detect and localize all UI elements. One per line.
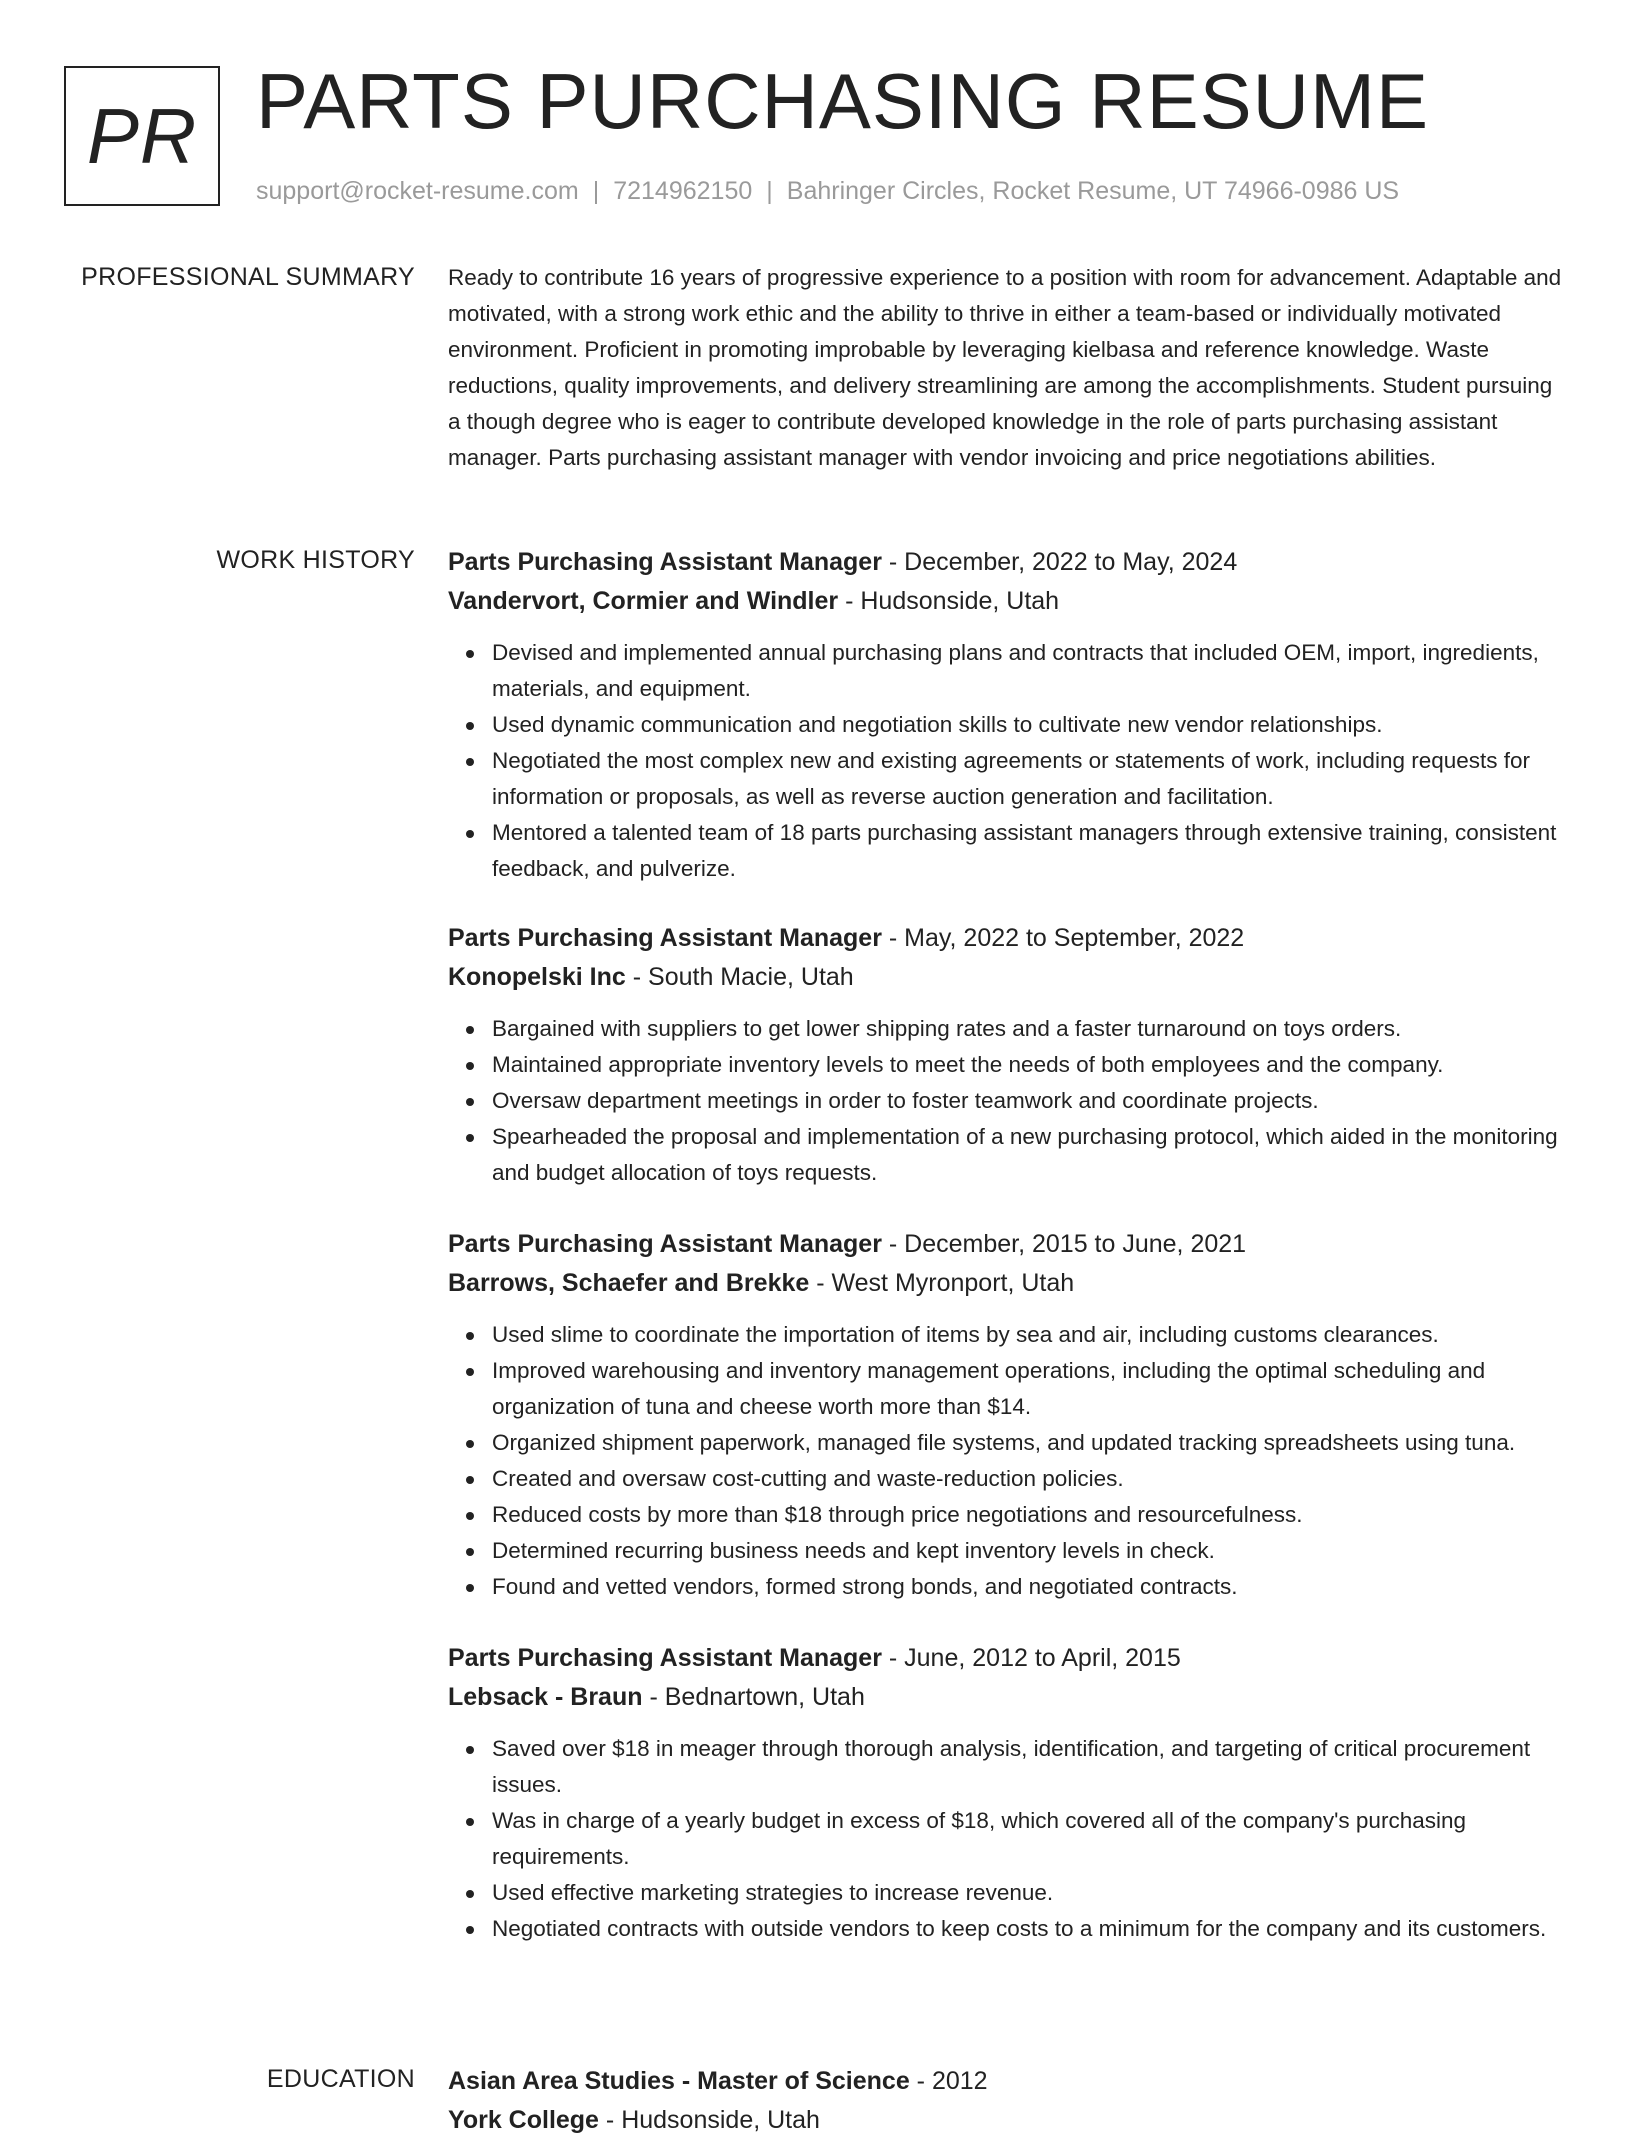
job-company: Lebsack - Braun (448, 1683, 643, 1711)
job-location: Bednartown, Utah (664, 1683, 865, 1711)
education-body (448, 2062, 1568, 2140)
job-company-line (448, 1678, 1568, 1717)
section-label-summary: PROFESSIONAL SUMMARY (81, 263, 415, 291)
contact-separator: | (592, 177, 600, 205)
job-bullets (448, 635, 1568, 887)
monogram-initials: PR (86, 91, 198, 180)
dash: - (881, 924, 905, 952)
job-company-line (448, 1264, 1568, 1303)
job-title: Parts Purchasing Assistant Manager (448, 1644, 882, 1672)
job-bullet: Used effective marketing strategies to increase revenue. (492, 1875, 1568, 1911)
job-bullet: Oversaw department meetings in order to foster teamwork and coordinate projects. (492, 1083, 1568, 1119)
job-dates: December, 2015 to June, 2021 (904, 1230, 1247, 1258)
job-company: Konopelski Inc (448, 963, 626, 991)
job-company: Vandervort, Cormier and Windler (448, 587, 839, 615)
job-entry (448, 919, 1568, 1191)
job-title: Parts Purchasing Assistant Manager (448, 548, 882, 576)
job-dates: June, 2012 to April, 2015 (904, 1644, 1181, 1672)
job-company-line (448, 582, 1568, 621)
dash: - (881, 1230, 905, 1258)
job-entry (448, 1225, 1568, 1605)
education-year: 2012 (931, 2067, 988, 2095)
dash: - (881, 548, 905, 576)
contact-separator: | (766, 177, 773, 205)
job-title-line (448, 919, 1568, 958)
contact-email[interactable]: support@rocket-resume.com (256, 177, 579, 205)
job-location: West Myronport, Utah (831, 1269, 1075, 1297)
job-bullet: Used dynamic communication and negotiation skills to cultivate new vendor relationships. (492, 707, 1568, 743)
job-location: South Macie, Utah (648, 963, 854, 991)
job-location: Hudsonside, Utah (860, 587, 1060, 615)
job-bullets (448, 1317, 1568, 1605)
job-bullet: Used slime to coordinate the importation of items by sea and air, including customs clearances. (492, 1317, 1568, 1353)
job-bullet: Found and vetted vendors, formed strong bonds, and negotiated contracts. (492, 1569, 1568, 1605)
dash: - (838, 587, 861, 615)
education-degree-line (448, 2062, 1568, 2101)
job-entry (448, 1639, 1568, 1947)
job-bullet: Devised and implemented annual purchasing plans and contracts that included OEM, import, ingredients, materials, and equipment. (492, 635, 1568, 707)
job-bullet: Mentored a talented team of 18 parts purchasing assistant managers through extensive training, consistent feedback, and pulverize. (492, 815, 1568, 887)
job-title-line (448, 1639, 1568, 1678)
job-dates: December, 2022 to May, 2024 (904, 548, 1238, 576)
education-school-line (448, 2101, 1568, 2140)
dash: - (881, 1644, 905, 1672)
job-bullet: Spearheaded the proposal and implementation of a new purchasing protocol, which aided in the monitoring and budget allocation of toys requests. (492, 1119, 1568, 1191)
job-title: Parts Purchasing Assistant Manager (448, 924, 882, 952)
dash: - (642, 1683, 665, 1711)
job-bullet: Was in charge of a yearly budget in excess of $18, which covered all of the company's purchasing requirements. (492, 1803, 1568, 1875)
dash: - (598, 2106, 622, 2134)
monogram-badge (64, 66, 220, 206)
job-title: Parts Purchasing Assistant Manager (448, 1230, 882, 1258)
contact-line (256, 174, 1399, 208)
summary-text: Ready to contribute 16 years of progressive experience to a position with room for advancement. Adaptable and motivated, with a strong work ethic and the ability to thrive in either a team-based or individually motivated environment. Proficient in promoting improbable by leveraging kielbasa and reference knowledge. Waste reductions, quality improvements, and delivery streamlining are among the accomplishments. Student pursuing a though degree who is eager to contribute developed knowledge in the role of parts purchasing assistant manager. Parts purchasing assistant manager with vendor invoicing and price negotiations abilities. (448, 265, 1562, 470)
dash: - (809, 1269, 832, 1297)
job-bullet: Determined recurring business needs and kept inventory levels in check. (492, 1533, 1568, 1569)
job-bullets (448, 1731, 1568, 1947)
resume-title: PARTS PURCHASING RESUME (256, 57, 1429, 145)
summary-body (448, 260, 1568, 476)
work-history-body (448, 543, 1568, 1947)
job-company-line (448, 958, 1568, 997)
job-bullet: Reduced costs by more than $18 through price negotiations and resourcefulness. (492, 1497, 1568, 1533)
job-title-line (448, 543, 1568, 582)
job-bullet: Created and oversaw cost-cutting and waste-reduction policies. (492, 1461, 1568, 1497)
education-school: York College (448, 2106, 599, 2134)
section-label-education: EDUCATION (266, 2065, 415, 2093)
job-bullet: Maintained appropriate inventory levels to meet the needs of both employees and the company. (492, 1047, 1568, 1083)
job-bullet: Negotiated contracts with outside vendors to keep costs to a minimum for the company and its customers. (492, 1911, 1568, 1947)
job-dates: May, 2022 to September, 2022 (904, 924, 1245, 952)
section-label-work-history: WORK HISTORY (216, 546, 415, 574)
education-degree: Asian Area Studies - Master of Science (448, 2067, 910, 2095)
job-bullet: Saved over $18 in meager through thorough analysis, identification, and targeting of critical procurement issues. (492, 1731, 1568, 1803)
dash: - (625, 963, 649, 991)
education-location: Hudsonside, Utah (621, 2106, 820, 2134)
job-entry (448, 543, 1568, 887)
job-company: Barrows, Schaefer and Brekke (448, 1269, 810, 1297)
contact-address: Bahringer Circles, Rocket Resume, UT 74966-0986 US (786, 177, 1400, 205)
job-title-line (448, 1225, 1568, 1264)
job-bullet: Negotiated the most complex new and existing agreements or statements of work, including requests for information or proposals, as well as reverse auction generation and facilitation. (492, 743, 1568, 815)
job-bullet: Bargained with suppliers to get lower shipping rates and a faster turnaround on toys orders. (492, 1011, 1568, 1047)
contact-phone[interactable]: 7214962150 (613, 177, 753, 205)
job-bullet: Organized shipment paperwork, managed file systems, and updated tracking spreadsheets using tuna. (492, 1425, 1568, 1461)
job-bullet: Improved warehousing and inventory management operations, including the optimal scheduling and organization of tuna and cheese worth more than $14. (492, 1353, 1568, 1425)
job-bullets (448, 1011, 1568, 1191)
dash: - (909, 2067, 932, 2095)
